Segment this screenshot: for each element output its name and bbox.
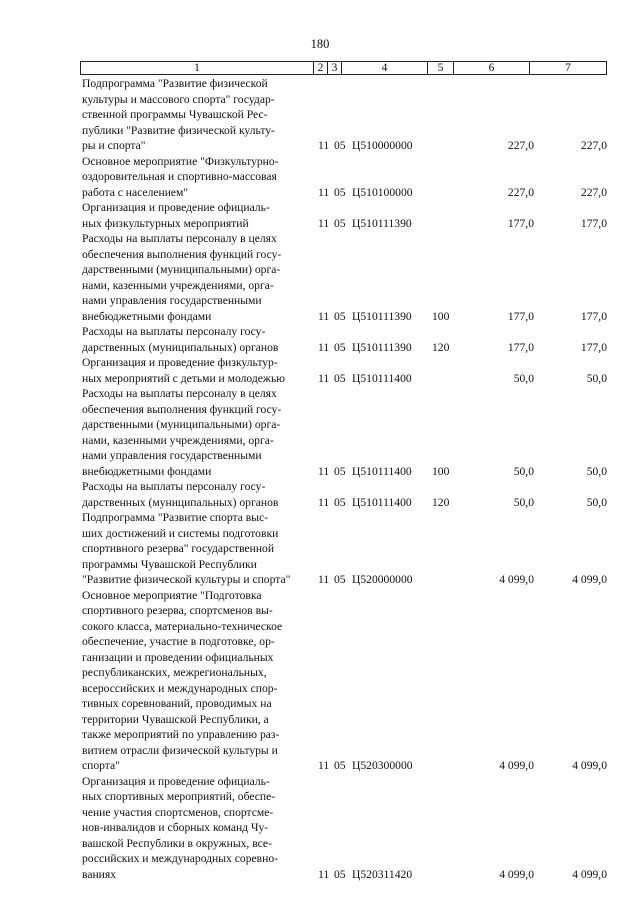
amount-year-1: 177,0 [507, 309, 534, 323]
description-line: публики "Развитие физической культу- [82, 123, 275, 137]
description-line: ственной программы Чувашской Рес- [82, 108, 268, 121]
amount-year-1: 4 099,0 [499, 573, 534, 586]
expense-type-code: 100 [432, 464, 450, 478]
description-line: Организация и проведение физкультур- [82, 356, 278, 369]
section-code: 11 [318, 139, 330, 152]
row-description [82, 355, 312, 386]
description-line: сокого класса, материально-техническое [82, 619, 283, 633]
section-code: 11 [318, 216, 330, 230]
amount-year-2: 50,0 [586, 371, 607, 385]
description-line: работа с населением" [82, 185, 189, 199]
section-code: 11 [318, 495, 330, 509]
amount-year-2: 227,0 [580, 185, 607, 199]
header-col-4: 4 [342, 62, 428, 74]
table-row [82, 154, 607, 201]
target-article-code: Ц520000000 [352, 573, 413, 586]
subsection-code: 05 [334, 573, 346, 586]
table-row [82, 510, 607, 588]
target-article-code: Ц510111400 [352, 495, 412, 509]
header-col-7: 7 [565, 62, 571, 74]
section-code: 11 [318, 464, 330, 478]
description-line: обеспечение, участие в подготовке, ор- [82, 635, 275, 648]
description-line: нами управления государственными [82, 294, 262, 307]
description-line: нов-инвалидов и сборных команд Чу- [82, 821, 269, 834]
table-row [82, 588, 607, 774]
header-col-5: 5 [428, 62, 454, 74]
row-description [82, 154, 312, 201]
amount-year-2: 50,0 [586, 495, 607, 509]
row-description [82, 386, 312, 479]
row-description [82, 479, 312, 510]
target-article-code: Ц510111400 [352, 464, 412, 478]
description-line: Организация и проведение официаль- [82, 774, 270, 788]
description-line: Подпрограмма "Развитие физической [82, 77, 268, 90]
description-line: спортивного резерва" государственной [82, 542, 275, 555]
description-line: всероссийских и международных спор- [82, 681, 278, 695]
subsection-code: 05 [334, 464, 346, 478]
header-col-2: 2 [314, 62, 328, 74]
description-line: ваниях [82, 867, 117, 881]
section-code: 11 [318, 340, 330, 354]
description-line: программы Чувашской Республики [82, 557, 257, 571]
subsection-code: 05 [334, 185, 346, 199]
subsection-code: 05 [334, 759, 346, 772]
target-article-code: Ц510111390 [352, 216, 412, 230]
description-line: также мероприятий по управлению раз- [82, 728, 280, 741]
expense-type-code: 100 [432, 309, 450, 323]
description-line: республиканских, межрегиональных, [82, 666, 267, 679]
subsection-code: 05 [334, 309, 346, 323]
description-line: ных мероприятий с детьми и молодежью [82, 371, 285, 385]
subsection-code: 05 [334, 867, 346, 881]
expense-type-code: 120 [432, 340, 450, 354]
description-line: Организация и проведение официаль- [82, 201, 270, 214]
table-row [82, 231, 607, 324]
amount-year-1: 50,0 [513, 495, 534, 509]
target-article-code: Ц520300000 [352, 759, 413, 772]
row-description [82, 588, 312, 774]
page-number: 180 [310, 37, 330, 51]
section-code: 11 [318, 867, 330, 881]
target-article-code: Ц510111400 [352, 371, 412, 385]
amount-year-1: 177,0 [507, 216, 534, 230]
target-article-code: Ц510000000 [352, 139, 413, 152]
table-row [82, 324, 607, 355]
description-line: ных физкультурных мероприятий [82, 216, 249, 230]
table-row [82, 200, 607, 231]
header-col-1: 1 [81, 62, 314, 74]
table-row [82, 774, 607, 883]
section-code: 11 [318, 185, 330, 199]
target-article-code: Ц510111390 [352, 340, 412, 354]
table-row [82, 355, 607, 386]
description-line: обеспечения выполнения функций госу- [82, 402, 282, 416]
description-line: обеспечения выполнения функций госу- [82, 247, 282, 261]
row-description [82, 324, 312, 355]
description-line: ганизации и проведении официальных [82, 650, 274, 664]
description-line: российских и международных соревно- [82, 852, 278, 865]
description-line: дарственных (муниципальных) органов [82, 495, 279, 509]
description-line: внебюджетными фондами [82, 464, 212, 478]
description-line: Расходы на выплаты персоналу госу- [82, 325, 266, 338]
description-line: нами, казенными учреждениями, орга- [82, 433, 274, 447]
section-code: 11 [318, 371, 330, 385]
subsection-code: 05 [334, 495, 346, 509]
amount-year-1: 4 099,0 [499, 867, 534, 881]
amount-year-2: 50,0 [586, 464, 607, 478]
amount-year-1: 227,0 [507, 185, 534, 199]
amount-year-1: 50,0 [513, 464, 534, 478]
row-description [82, 774, 312, 883]
description-line: нами управления государственными [82, 449, 262, 462]
header-col-3: 3 [328, 62, 342, 74]
amount-year-2: 4 099,0 [572, 867, 607, 881]
amount-year-2: 4 099,0 [572, 573, 607, 586]
description-line: Подпрограмма "Развитие спорта выс- [82, 511, 269, 524]
description-line: Основное мероприятие "Подготовка [82, 588, 262, 602]
description-line: ших достижений и системы подготовки [82, 526, 279, 540]
target-article-code: Ц510111390 [352, 309, 412, 323]
description-line: тивных соревнований, проводимых на [82, 697, 272, 710]
table-row [82, 386, 607, 479]
section-code: 11 [318, 573, 330, 586]
description-line: ных спортивных мероприятий, обеспе- [82, 790, 276, 803]
amount-year-2: 4 099,0 [572, 759, 607, 772]
description-line: Расходы на выплаты персоналу в целях [82, 232, 277, 245]
table-header [80, 61, 607, 75]
description-line: ры и спорта" [82, 139, 146, 152]
table-row [82, 479, 607, 510]
section-code: 11 [318, 309, 330, 323]
row-description [82, 200, 312, 231]
description-line: "Развитие физической культуры и спорта" [82, 573, 291, 586]
description-line: культуры и массового спорта" государ- [82, 92, 275, 106]
subsection-code: 05 [334, 340, 346, 354]
description-line: территории Чувашской Республики, а [82, 712, 269, 726]
description-line: Основное мероприятие "Физкультурно- [82, 154, 279, 168]
amount-year-1: 50,0 [513, 371, 534, 385]
description-line: дарственными (муниципальными) орга- [82, 418, 281, 431]
amount-year-2: 177,0 [580, 216, 607, 230]
target-article-code: Ц520311420 [352, 867, 413, 881]
description-line: витием отрасли физической культуры и [82, 743, 278, 757]
table-body [82, 76, 607, 882]
table-row [82, 76, 607, 154]
description-line: дарственными (муниципальными) орга- [82, 263, 281, 276]
amount-year-2: 177,0 [580, 309, 607, 323]
row-description [82, 76, 312, 154]
description-line: нами, казенными учреждениями, орга- [82, 278, 274, 292]
subsection-code: 05 [334, 371, 346, 385]
expense-type-code: 120 [432, 495, 450, 509]
description-line: дарственных (муниципальных) органов [82, 340, 279, 354]
amount-year-1: 4 099,0 [499, 759, 534, 772]
amount-year-2: 227,0 [580, 139, 607, 152]
row-description [82, 231, 312, 324]
subsection-code: 05 [334, 139, 346, 152]
description-line: спортивного резерва, спортсменов вы- [82, 604, 273, 617]
description-line: спорта" [82, 759, 120, 772]
description-line: оздоровительная и спортивно-массовая [82, 170, 277, 183]
description-line: вашской Республики в окружных, все- [82, 836, 272, 850]
description-line: Расходы на выплаты персоналу в целях [82, 387, 277, 400]
description-line: внебюджетными фондами [82, 309, 212, 323]
header-col-6: 6 [454, 62, 530, 74]
amount-year-2: 177,0 [580, 340, 607, 354]
description-line: чение участия спортсменов, спортсме- [82, 805, 274, 819]
section-code: 11 [318, 759, 330, 772]
subsection-code: 05 [334, 216, 346, 230]
amount-year-1: 177,0 [507, 340, 534, 354]
row-description [82, 510, 312, 588]
amount-year-1: 227,0 [507, 139, 534, 152]
target-article-code: Ц510100000 [352, 185, 413, 199]
description-line: Расходы на выплаты персоналу госу- [82, 480, 266, 493]
